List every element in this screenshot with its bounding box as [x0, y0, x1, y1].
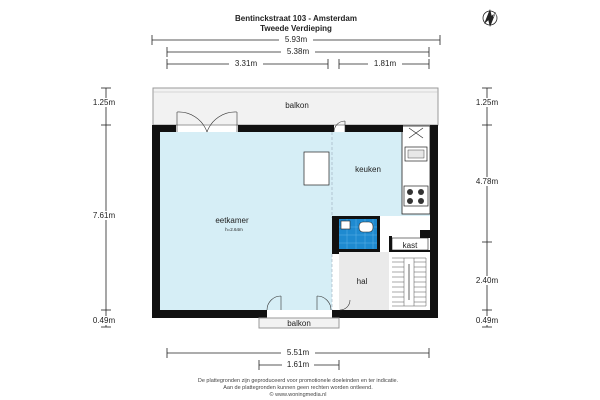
dimension-right-balcony [469, 88, 505, 125]
dimension-bottom-total-label: 5.51m [286, 348, 310, 357]
dimension-right-hall [469, 242, 505, 310]
closet [392, 238, 428, 250]
plan-title: Bentinckstraat 103 - Amsterdam [235, 14, 357, 23]
compass-label: N [493, 13, 497, 19]
room-label-kast: kast [402, 241, 418, 250]
balcony-top [153, 88, 438, 125]
dimension-left-balcony [88, 88, 124, 125]
kitchen-counter [402, 126, 430, 214]
dimension-top-right [339, 59, 429, 69]
toilet-icon [359, 222, 373, 232]
dimension-bottom-balcony [259, 360, 339, 370]
dining-table [304, 152, 329, 185]
dimension-right-bottom-label: 0.49m [475, 316, 499, 325]
plan-subtitle: Tweede Verdieping [260, 24, 332, 33]
dimension-top-inner [167, 47, 429, 57]
room-height-eetkamer: h=2.64m [225, 227, 243, 232]
room-label-balkon-top: balkon [285, 101, 309, 110]
dimension-right-kitchen [469, 125, 505, 242]
balcony-bottom [259, 318, 339, 328]
bathroom [339, 219, 377, 249]
dimension-left-main-label: 7.61m [92, 211, 116, 220]
footer-disclaimer-1: De plattegronden zijn geproduceerd voor promotionele doeleinden en ter indicatie. [197, 378, 399, 384]
dimension-left-balcony-label: 1.25m [92, 98, 116, 107]
dimension-right-kitchen-label: 4.78m [475, 177, 499, 186]
compass-icon [483, 9, 497, 27]
floor-stairwell [389, 252, 430, 310]
dimension-top-total-label: 5.93m [284, 35, 308, 44]
room-label-keuken: keuken [355, 165, 381, 174]
room-label-balkon-bottom: balkon [287, 319, 311, 328]
dimension-top-inner-label: 5.38m [286, 47, 310, 56]
dimension-right-balcony-label: 1.25m [475, 98, 499, 107]
dimension-top-left [167, 59, 328, 69]
footer-disclaimer-2: Aan de plattegronden kunnen geen rechten worden ontleend. [223, 385, 373, 391]
dimension-left-main [88, 125, 124, 310]
dimension-left-bottom [88, 310, 124, 327]
dimension-right-bottom [469, 310, 505, 327]
dimension-top-left-label: 3.31m [234, 59, 258, 68]
sink-icon [341, 221, 350, 229]
stove-icon [404, 186, 428, 206]
dimension-top-total [152, 35, 440, 45]
dimension-right-hall-label: 2.40m [475, 276, 499, 285]
dimension-top-right-label: 1.81m [373, 59, 397, 68]
dimension-bottom-balcony-label: 1.61m [286, 360, 310, 369]
dimension-left-bottom-label: 0.49m [92, 316, 116, 325]
dimension-bottom-total [167, 348, 429, 358]
room-label-hal: hal [356, 277, 368, 286]
room-label-eetkamer: eetkamer [215, 216, 249, 225]
footer-copyright: © www.woningmedia.nl [269, 392, 327, 398]
